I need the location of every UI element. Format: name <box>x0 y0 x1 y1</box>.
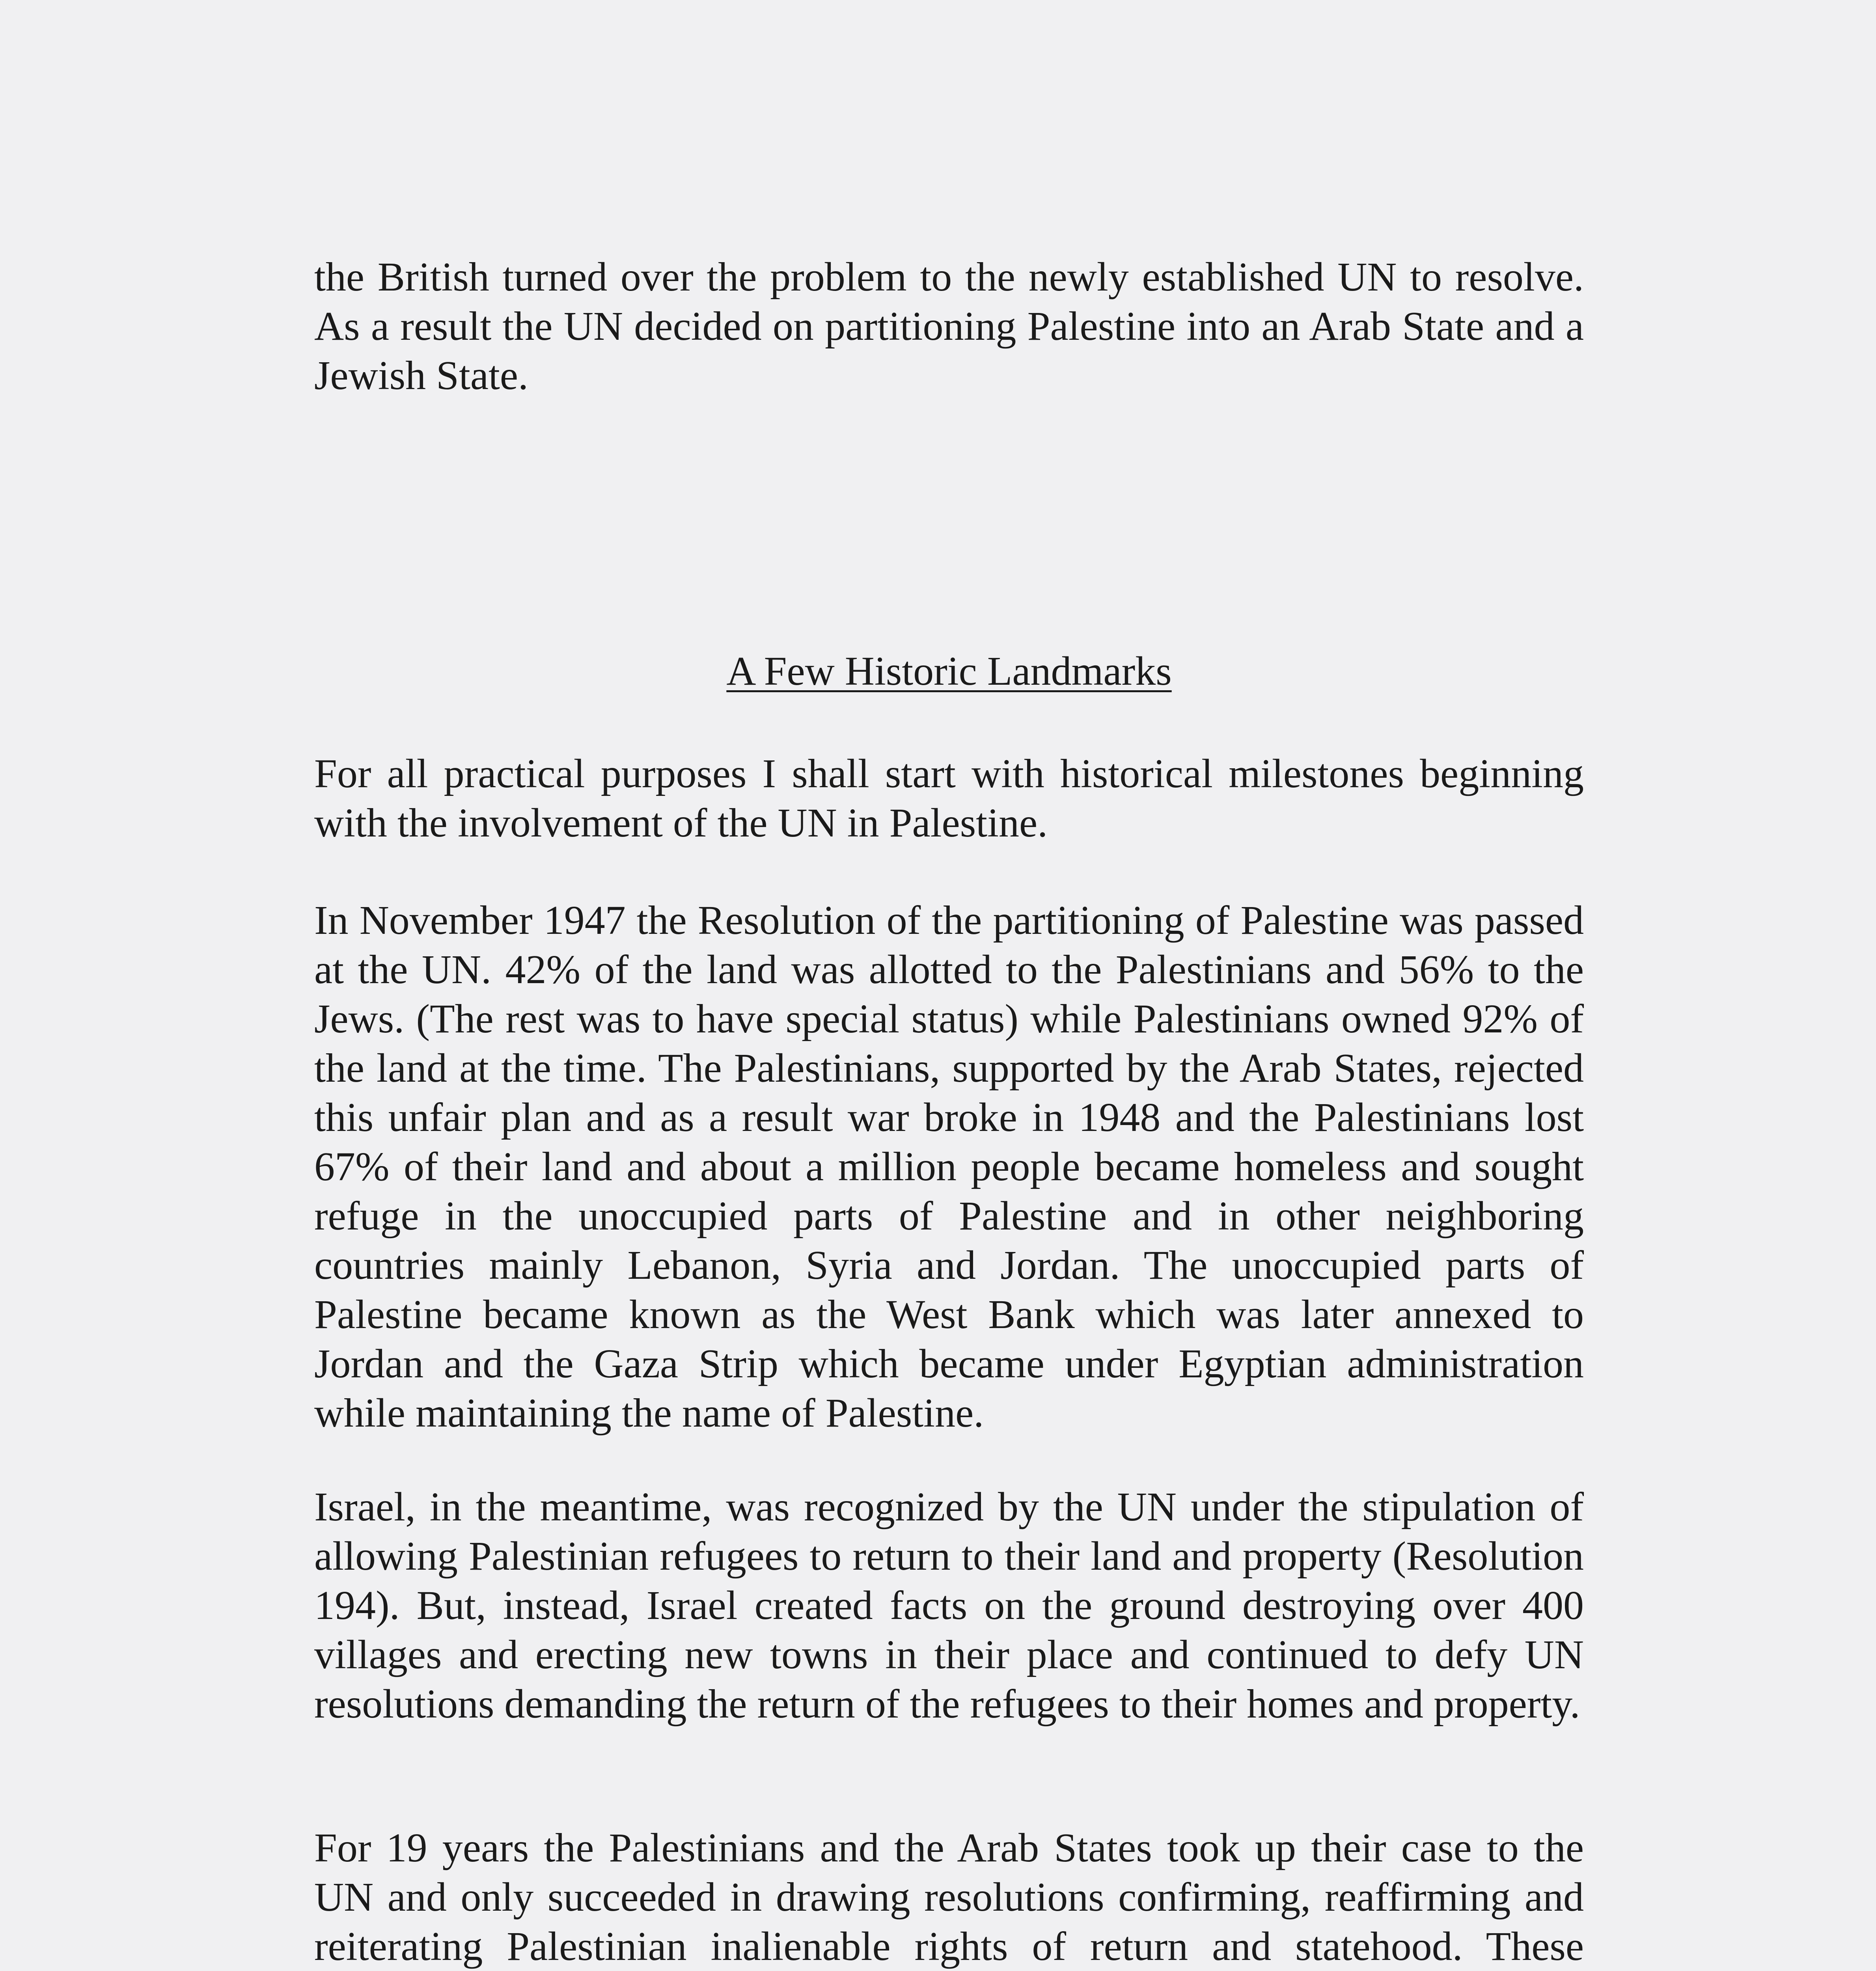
paragraph-4 <box>314 1823 1584 1971</box>
paragraph-text: Israel, in the meantime, was recognized by the UN under the stipulation of allowing Palestinian refugees to return to their land and property (Resolution 194). But, instead, Israel created facts on the ground destroying over 400 villages and erecting new towns in their place and continued to defy UN resolutions demanding the return of the refugees to their homes and property. <box>314 1484 1584 1727</box>
intro-paragraph <box>314 252 1584 400</box>
paragraph-text: For all practical purposes I shall start with historical milestones beginning with the involvement of the UN in Palestine. <box>314 751 1584 846</box>
paragraph-1 <box>314 749 1584 848</box>
paragraph-text: In November 1947 the Resolution of the partitioning of Palestine was passed at the UN. 42% of the land was allotted to the Palestinians and 56% to the Jews. (The rest was to have special status) while Palestinians owned 92% of the land at the time. The Palestinians, supported by the Arab States, rejected this unfair plan and as a result war broke in 1948 and the Palestinians lost 67% of their land and about a million people became homeless and sought refuge in the unoccupied parts of Palestine and in other neighboring countries mainly Lebanon, Syria and Jordan. The unoccupied parts of Palestine became known as the West Bank which was later annexed to Jordan and the Gaza Strip which became under Egyptian administration while maintaining the name of Palestine. <box>314 898 1584 1436</box>
paragraph-text: For 19 years the Palestinians and the Arab States took up their case to the UN and only succeeded in drawing resolutions confirming, reaffirming and reiterating Palestinian inalienable rights of return and statehood. These <box>314 1825 1584 1969</box>
intro-text: the British turned over the problem to the newly established UN to resolve. As a result the UN decided on partitioning Palestine into an Arab State and a Jewish State. <box>314 254 1584 398</box>
paragraph-3 <box>314 1482 1584 1729</box>
section-heading: A Few Historic Landmarks <box>726 648 1172 694</box>
paragraph-2 <box>314 896 1584 1438</box>
